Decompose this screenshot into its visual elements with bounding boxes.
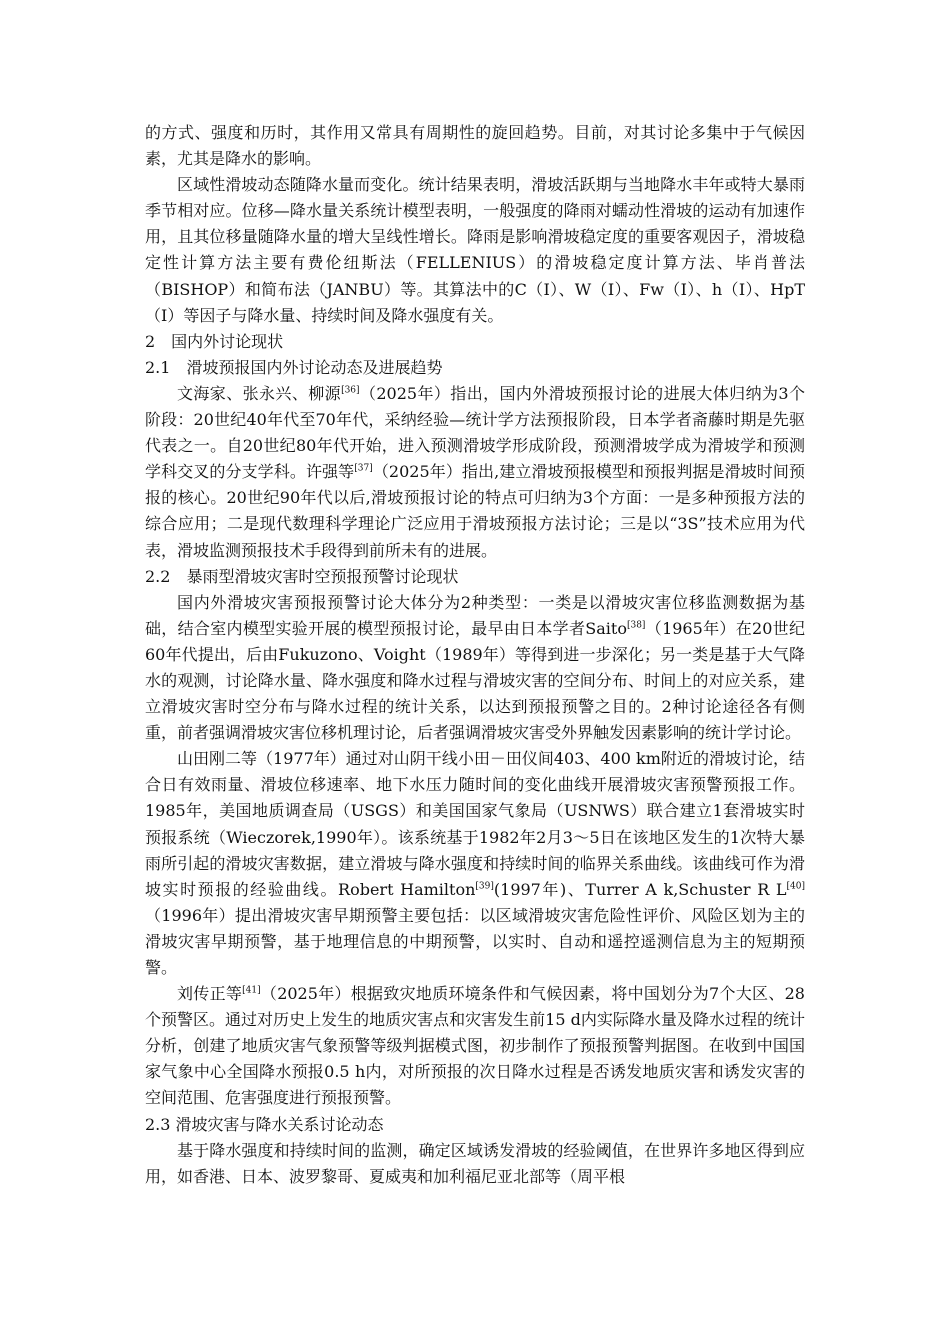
heading-section-2: 2 国内外讨论现状	[145, 331, 284, 351]
text-run: 文海家、张永兴、柳源	[177, 383, 342, 403]
citation-ref: [40]	[786, 881, 805, 892]
text-run: (1997年)、Turrer A k,Schuster R L	[493, 879, 787, 899]
text-run: （1965年）在20世纪60年代提出，后由Fukuzono、Voight（1989年）等得到进一步深化；另一类是基于大气降水的观测，讨论降水量、降水强度和降水过程与滑坡灾害的空间分布、时间上的对应关系，建立滑坡灾害时空分布与降水过程的统计关系，以达到预报预警之目的。2种讨论途径各有侧重，前者强调滑坡灾害位移机理讨论，后者强调滑坡灾害受外界触发因素影响的统计学讨论。	[145, 618, 805, 743]
paragraph-china-warning-zones	[145, 981, 805, 1111]
text-run: （1996年）提出滑坡灾害早期预警主要包括：以区域滑坡灾害危险性评价、风险区划为主的滑坡灾害早期预警，基于地理信息的中期预警，以实时、自动和遥控遥测信息为主的短期预警。	[145, 905, 805, 977]
paragraph-intro-continued: 的方式、强度和历时，其作用又常具有周期性的旋回趋势。目前，对其讨论多集中于气候因素，尤其是降水的影响。	[145, 123, 805, 169]
heading-section-2-3: 2.3 滑坡灾害与降水关系讨论动态	[145, 1114, 384, 1134]
paragraph-regional-landslide: 区域性滑坡动态随降水量而变化。统计结果表明，滑坡活跃期与当地降水丰年或特大暴雨季节相对应。位移—降水量关系统计模型表明，一般强度的降雨对蠕动性滑坡的运动有加速作用，且其位移量随降水量的增大呈线性增长。降雨是影响滑坡稳定度的重要客观因子，滑坡稳定性计算方法主要有费伦纽斯法（FELLENIUS）的滑坡稳定度计算方法、毕肖普法（BISHOP）和简布法（JANBU）等。其算法中的C（I）、W（I）、Fw（I）、h（I）、HpT（I）等因子与降水量、持续时间及降水强度有关。	[145, 175, 805, 325]
paragraph-realtime-system	[145, 746, 805, 981]
text-run: 山田刚二等（1977年）通过对山阴干线小田－田仪间403、400 km附近的滑坡讨论，结合日有效雨量、滑坡位移速率、地下水压力随时间的变化曲线开展滑坡灾害预警预报工作。1985年，美国地质调查局（USGS）和美国国家气象局（USNWS）联合建立1套滑坡实时预报系统（Wieczorek,1990年）。该系统基于1982年2月3～5日在该地区发生的1次特大暴雨所引起的滑坡灾害数据，建立滑坡与降水强度和持续时间的临界关系曲线。该曲线可作为滑坡实时预报的经验曲线。Robert Hamilton	[145, 749, 805, 899]
text-run: 国内外滑坡灾害预报预警讨论大体分为2种类型：一类是以滑坡灾害位移监测数据为基础，结合室内模型实验开展的模型预报讨论，最早由日本学者Saito	[145, 592, 805, 638]
citation-ref: [36]	[341, 385, 360, 396]
text-run: 刘传正等	[177, 984, 243, 1004]
heading-section-2-2: 2.2 暴雨型滑坡灾害时空预报预警讨论现状	[145, 566, 459, 586]
text-run: （2025年）根据致灾地质环境条件和气候因素，将中国划分为7个大区、28个预警区。通过对历史上发生的地质灾害点和灾害发生前15 d内实际降水量及降水过程的统计分析，创建了地质灾害气象预警等级判据模式图，初步制作了预报预警判据图。在收到中国国家气象中心全国降水预报0.5 h内，对所预报的次日降水过程是否诱发地质灾害和诱发灾害的空间范围、危害强度进行预报预警。	[145, 984, 805, 1108]
text-run: （2025年）指出,建立滑坡预报模型和预报判据是滑坡时间预报的核心。20世纪90年代以后,滑坡预报讨论的特点可归纳为3个方面：一是多种预报方法的综合应用；二是现代数理科学理论广泛应用于滑坡预报方法讨论；三是以“3S”技术应用为代表，滑坡监测预报技术手段得到前所未有的进展。	[145, 462, 805, 560]
heading-section-2-1: 2.1 滑坡预报国内外讨论动态及进展趋势	[145, 357, 443, 377]
paragraph-warning-types	[145, 590, 805, 747]
text-run: （2025年）指出，国内外滑坡预报讨论的进展大体归纳为3个阶段：20世纪40年代至70年代，采纳经验—统计学方法预报阶段，日本学者斋藤时期是先驱代表之一。自20世纪80年代开始，进入预测滑坡学形成阶段，预测滑坡学成为滑坡学和预测学科交叉的分支学科。许强等	[145, 383, 805, 482]
citation-ref: [41]	[242, 985, 261, 996]
citation-ref: [38]	[626, 620, 646, 631]
paragraph-threshold-monitoring: 基于降水强度和持续时间的监测，确定区域诱发滑坡的经验阈值，在世界许多地区得到应用，如香港、日本、波罗黎哥、夏威夷和加利福尼亚北部等（周平根	[145, 1140, 805, 1186]
citation-ref: [37]	[354, 463, 373, 474]
citation-ref: [39]	[475, 881, 494, 892]
paragraph-forecast-stages	[145, 381, 805, 564]
document-body	[145, 120, 805, 1190]
